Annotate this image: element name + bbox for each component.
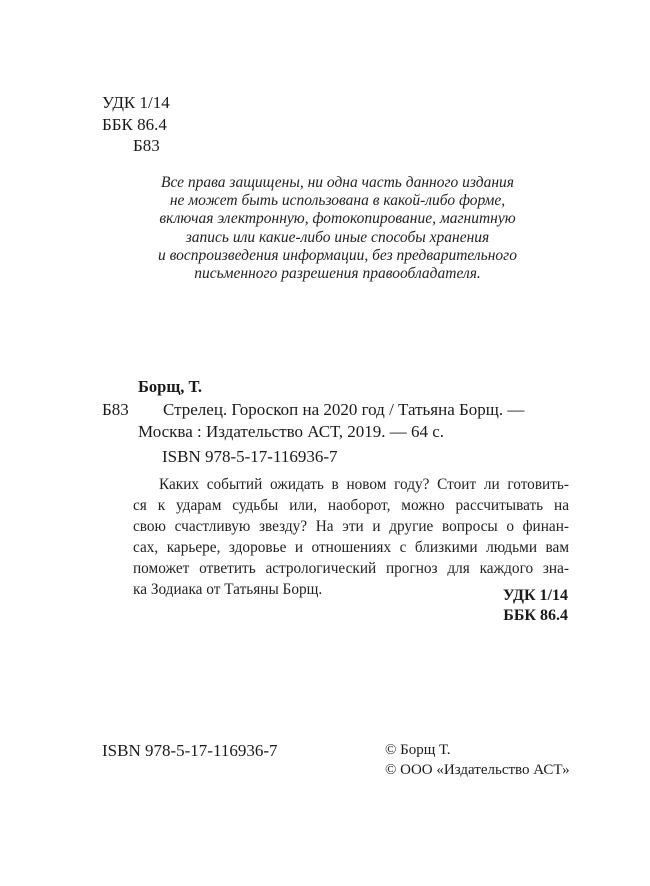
rights-line: письменного разрешения правообладателя. [194,265,481,283]
annotation-line: поможет ответить астрологический прогноз для каждого зна- [133,560,569,578]
rights-line: запись или какие-либо иные способы хранения [185,228,490,246]
copyright-line: © ООО «Издательство АСТ» [385,761,570,778]
copyright-line: © Борщ Т. [385,742,451,758]
catalog-heading: Борщ, Т. [138,377,202,396]
rights-line: Все права защищены, ни одна часть данного издания [161,174,514,191]
annotation-line: сах, карьере, здоровье и отношениях с близкими людьми вам [133,539,569,557]
bbk-code: ББК 86.4 [102,114,167,134]
rights-notice [110,174,565,283]
rights-line: включая электронную, фотокопирование, магнитную [159,210,516,228]
author-mark: Б83 [133,136,160,155]
annotation-line: свою счастливую звезду? На эти и другие вопросы о финан- [133,518,569,536]
bbk-code: ББК 86.4 [503,607,568,624]
rights-line: не может быть использована в какой-либо форме, [169,192,506,210]
catalog-description-line: Стрелец. Гороскоп на 2020 год / Татьяна Борщ. — [163,400,525,419]
footer-isbn: ISBN 978-5-17-116936-7 [102,741,278,760]
annotation-line: ся к ударам судьбы или, наоборот, можно рассчитывать на [133,497,569,515]
classification-codes-bottom [503,586,568,626]
rights-line: и воспроизведения информации, без предварительного [158,246,517,264]
classification-codes-top [102,92,170,157]
annotation-line: Каких событий ожидать в новом году? Стоит ли готовить- [159,476,569,493]
annotation-line: ка Зодиака от Татьяны Борщ. [133,581,323,599]
udk-code: УДК 1/14 [502,587,568,604]
catalog-description-line: Москва : Издательство АСТ, 2019. — 64 с. [138,422,445,441]
annotation-paragraph [133,474,569,601]
catalog-isbn: ISBN 978-5-17-116936-7 [162,447,338,466]
catalog-code: Б83 [102,400,129,419]
copyright-block [385,741,570,780]
udk-code: УДК 1/14 [102,93,170,112]
